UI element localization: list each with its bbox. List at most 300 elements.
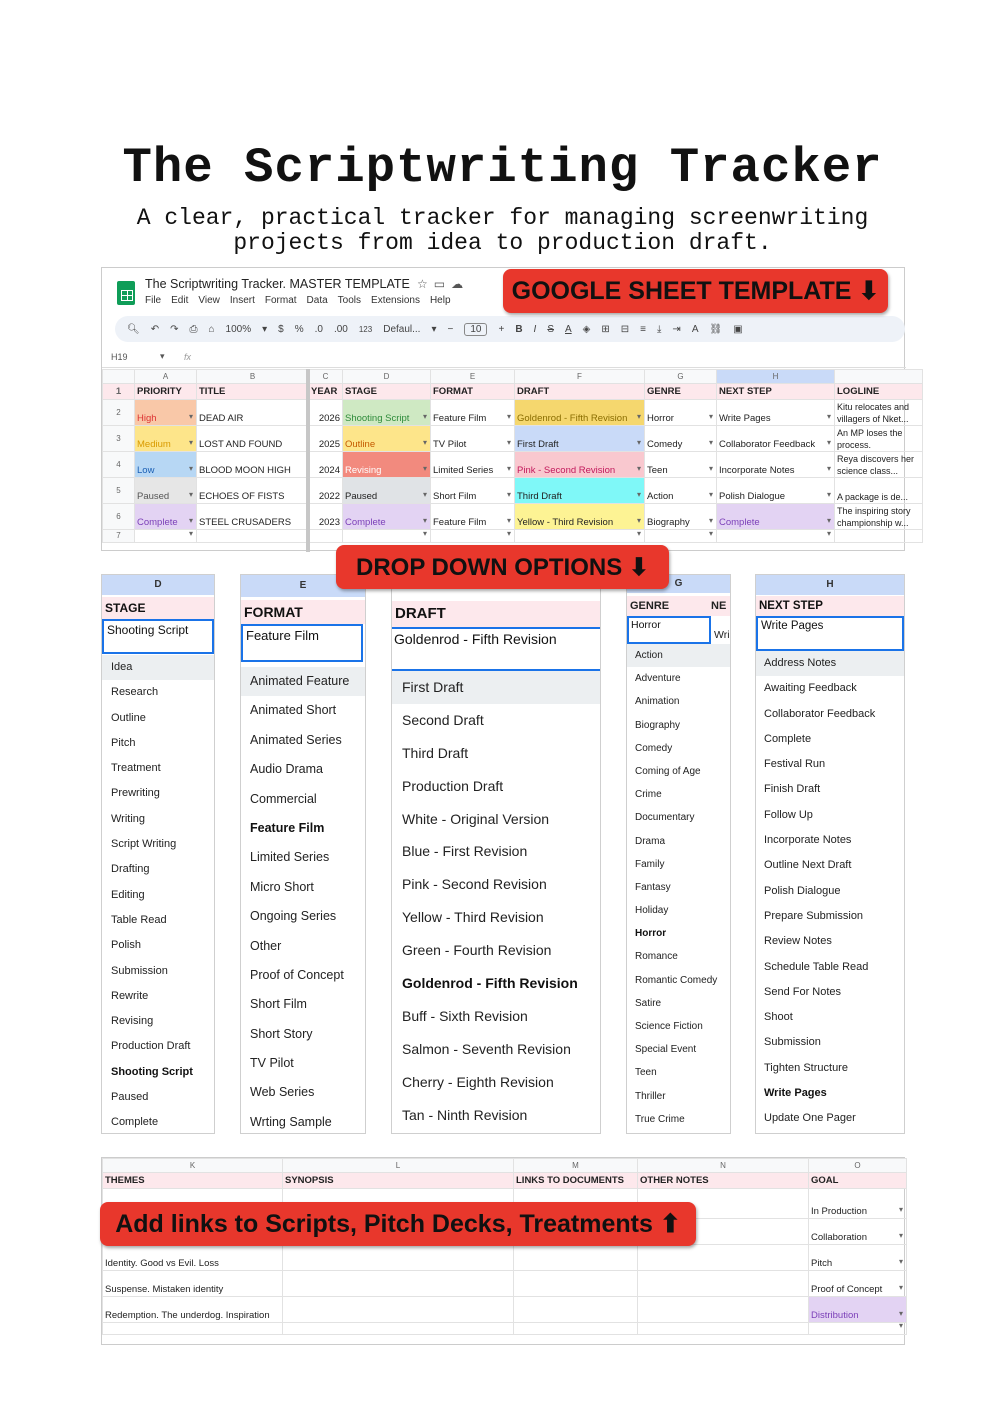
plus-icon[interactable]: +: [498, 323, 505, 335]
list-item[interactable]: Short Story: [250, 1026, 313, 1041]
decrease-decimal-button[interactable]: .0: [314, 323, 323, 335]
list-item[interactable]: Rewrite: [111, 989, 149, 1002]
menu-format[interactable]: Format: [264, 295, 297, 306]
list-item[interactable]: Prepare Submission: [764, 909, 864, 922]
table-row: [103, 1245, 907, 1271]
logline-cell[interactable]: A package is de...: [835, 478, 923, 504]
header-themes[interactable]: THEMES: [103, 1173, 283, 1189]
chevron-down-icon[interactable]: ▾: [160, 351, 165, 361]
next-step-cell[interactable]: Polish Dialogue ▾: [717, 478, 835, 504]
draft-dropdown-panel: [391, 578, 601, 1134]
list-item[interactable]: Tighten Structure: [764, 1061, 848, 1074]
notes-cell[interactable]: [638, 1297, 809, 1323]
list-item[interactable]: Fantasy: [635, 881, 671, 893]
header-links[interactable]: LINKS TO DOCUMENTS: [514, 1173, 638, 1189]
format-cell[interactable]: TV Pilot ▾: [431, 426, 515, 452]
font-size-input[interactable]: 10: [464, 323, 487, 336]
list-item[interactable]: Romantic Comedy: [635, 974, 718, 986]
list-item[interactable]: Thriller: [635, 1090, 666, 1102]
col-letter-a[interactable]: A: [135, 370, 197, 384]
column-letter-row: [103, 1159, 907, 1173]
col-letter-o[interactable]: O: [809, 1159, 907, 1173]
list-item[interactable]: Limited Series: [250, 850, 330, 865]
list-item[interactable]: Complete: [111, 1116, 159, 1129]
themes-cell[interactable]: Redemption. The underdog. Inspiration: [103, 1297, 283, 1323]
row-number[interactable]: 6: [103, 504, 135, 530]
synopsis-cell[interactable]: [283, 1297, 514, 1323]
list-item[interactable]: Ongoing Series: [250, 909, 337, 924]
list-item[interactable]: Polish Dialogue: [764, 884, 841, 897]
col-letter-m[interactable]: M: [514, 1159, 638, 1173]
notes-cell[interactable]: [638, 1323, 809, 1335]
title-icons: [417, 277, 469, 291]
list-item[interactable]: Follow Up: [764, 808, 813, 821]
genre-col-letter: G: [627, 575, 730, 593]
next-step-cell[interactable]: Collaborator Feedback ▾: [717, 426, 835, 452]
list-item[interactable]: Third Draft: [402, 744, 469, 761]
redo-icon[interactable]: ↷: [170, 323, 179, 335]
increase-decimal-button[interactable]: .00: [333, 323, 348, 335]
zoom-select[interactable]: 100%: [225, 323, 252, 335]
page-subtitle: [0, 206, 1005, 256]
stage-col-letter: D: [102, 575, 214, 595]
list-item[interactable]: Short Film: [250, 997, 307, 1012]
list-item[interactable]: Revising: [111, 1015, 154, 1028]
draft-cell[interactable]: Goldenrod - Fifth Revision ▾: [515, 400, 645, 426]
row-number[interactable]: 7: [103, 530, 135, 543]
title-cell[interactable]: DEAD AIR: [197, 400, 309, 426]
list-item[interactable]: Second Draft: [402, 711, 484, 728]
draft-cell[interactable]: Pink - Second Revision ▾: [515, 452, 645, 478]
themes-cell[interactable]: Identity. Good vs Evil. Loss: [103, 1245, 283, 1271]
table-row: [103, 1323, 907, 1335]
undo-icon[interactable]: ↶: [150, 323, 160, 335]
percent-button[interactable]: %: [294, 323, 304, 335]
logline-cell[interactable]: [835, 530, 923, 543]
list-item[interactable]: Awaiting Feedback: [764, 682, 857, 695]
year-cell[interactable]: 2026: [309, 400, 343, 426]
format-cell[interactable]: Feature Film ▾: [431, 400, 515, 426]
next-step-label: NEXT STEP: [756, 596, 904, 616]
links-callout: Add links to Scripts, Pitch Decks, Treatments ⬆: [100, 1202, 696, 1246]
list-item[interactable]: Web Series: [250, 1085, 315, 1100]
minus-icon[interactable]: −: [447, 323, 454, 335]
menu-edit[interactable]: Edit: [171, 295, 189, 306]
list-item[interactable]: Editing: [111, 888, 145, 901]
goal-cell[interactable]: Distribution ▾: [809, 1297, 907, 1323]
synopsis-cell[interactable]: [283, 1323, 514, 1335]
goal-cell[interactable]: Pitch ▾: [809, 1245, 907, 1271]
stage-cell[interactable]: Shooting Script ▾: [343, 400, 431, 426]
format-col-letter: E: [241, 575, 365, 597]
list-item[interactable]: Research: [111, 686, 159, 699]
star-icon[interactable]: ☆: [417, 277, 434, 291]
header-synopsis[interactable]: SYNOPSIS: [283, 1173, 514, 1189]
stage-dropdown-panel: [101, 574, 215, 1134]
draft-label: DRAFT: [392, 601, 600, 627]
formula-bar: [102, 348, 906, 368]
next-step-cell[interactable]: Write Pages ▾: [717, 400, 835, 426]
themes-cell[interactable]: [103, 1323, 283, 1335]
year-cell[interactable]: [309, 530, 343, 543]
currency-button[interactable]: $: [278, 323, 284, 335]
stage-cell[interactable]: [343, 530, 431, 543]
list-item[interactable]: Write Pages: [764, 1087, 827, 1100]
list-item[interactable]: Pitch: [111, 736, 136, 749]
links-cell[interactable]: [514, 1271, 638, 1297]
priority-cell[interactable]: [135, 530, 197, 543]
comment-icon[interactable]: ▣: [733, 323, 743, 335]
priority-cell[interactable]: Complete ▾: [135, 504, 197, 530]
next-step-peek: Wri: [714, 629, 730, 641]
header-draft[interactable]: DRAFT: [515, 384, 645, 400]
header-other-notes[interactable]: OTHER NOTES: [638, 1173, 809, 1189]
priority-cell[interactable]: Medium ▾: [135, 426, 197, 452]
list-item[interactable]: True Crime: [635, 1113, 685, 1125]
stage-cell[interactable]: Complete ▾: [343, 504, 431, 530]
draft-options: [392, 671, 600, 1131]
list-item[interactable]: Romance: [635, 951, 678, 963]
col-letter-c[interactable]: C: [309, 370, 343, 384]
corner-cell[interactable]: [103, 370, 135, 384]
format-cell[interactable]: Limited Series ▾: [431, 452, 515, 478]
list-item[interactable]: Adventure: [635, 673, 681, 685]
list-item[interactable]: Schedule Table Read: [764, 960, 869, 973]
subtitle-line-2: projects from idea to production draft.: [233, 230, 772, 256]
list-item[interactable]: Complete: [764, 732, 812, 745]
list-item[interactable]: Comedy: [635, 742, 673, 754]
cloud-icon[interactable]: ☁: [451, 277, 470, 291]
list-item[interactable]: Salmon - Seventh Revision: [402, 1040, 571, 1057]
list-item[interactable]: Satire: [635, 997, 662, 1009]
menu-data[interactable]: Data: [306, 295, 328, 306]
themes-cell[interactable]: Suspense. Mistaken identity: [103, 1271, 283, 1297]
list-item[interactable]: Shoot: [764, 1011, 793, 1024]
format-cell[interactable]: [431, 530, 515, 543]
format-cell[interactable]: Feature Film ▾: [431, 504, 515, 530]
list-item[interactable]: Animated Short: [250, 703, 337, 718]
list-item[interactable]: Science Fiction: [635, 1021, 703, 1032]
year-cell[interactable]: 2025: [309, 426, 343, 452]
next-step-cell[interactable]: Complete ▾: [717, 504, 835, 530]
genre-cell[interactable]: Horror ▾: [645, 400, 717, 426]
priority-cell[interactable]: Low ▾: [135, 452, 197, 478]
list-item[interactable]: Micro Short: [250, 879, 314, 894]
genre-input[interactable]: Horror: [627, 616, 711, 644]
list-item[interactable]: Review Notes: [764, 935, 832, 948]
stage-cell[interactable]: Outline ▾: [343, 426, 431, 452]
header-row: [103, 384, 923, 400]
stage-options: [102, 655, 214, 1136]
folder-icon[interactable]: ▭: [433, 277, 452, 291]
next-step-options: [756, 651, 904, 1132]
genre-label: GENRE: [630, 600, 670, 612]
menu-file[interactable]: File: [145, 295, 162, 306]
draft-cell[interactable]: First Draft ▾: [515, 426, 645, 452]
list-item[interactable]: Shooting Script: [111, 1065, 193, 1078]
format-options: [241, 667, 365, 1137]
table-row: [103, 1271, 907, 1297]
list-item[interactable]: Audio Drama: [250, 762, 323, 777]
document-title[interactable]: The Scriptwriting Tracker. MASTER TEMPLATE: [145, 277, 410, 291]
next-step-cell[interactable]: Incorporate Notes ▾: [717, 452, 835, 478]
col-letter-e[interactable]: E: [431, 370, 515, 384]
logline-cell[interactable]: An MP loses the process.: [835, 426, 923, 452]
list-item[interactable]: Special Event: [635, 1044, 697, 1056]
list-item[interactable]: Production Draft: [111, 1040, 191, 1053]
title-cell[interactable]: LOST AND FOUND: [197, 426, 309, 452]
links-cell[interactable]: [514, 1297, 638, 1323]
toolbar: [115, 316, 905, 342]
links-cell[interactable]: [514, 1323, 638, 1335]
menu-extensions[interactable]: Extensions: [371, 295, 420, 306]
genre-cell[interactable]: Action ▾: [645, 478, 717, 504]
sheets-logo-icon: [117, 281, 135, 305]
year-cell[interactable]: 2024: [309, 452, 343, 478]
list-item[interactable]: Green - Fourth Revision: [402, 942, 552, 959]
table-row: [103, 426, 923, 452]
chevron-down-icon[interactable]: ▾: [262, 323, 268, 335]
table-row: [103, 478, 923, 504]
title-cell[interactable]: BLOOD MOON HIGH: [197, 452, 309, 478]
list-item[interactable]: Finish Draft: [764, 783, 821, 796]
fx-icon: fx: [184, 352, 192, 362]
list-item[interactable]: TV Pilot: [250, 1056, 294, 1071]
list-item[interactable]: Paused: [111, 1091, 149, 1104]
table-row: [103, 400, 923, 426]
strikethrough-icon[interactable]: S: [547, 323, 554, 335]
list-item[interactable]: Animated Feature: [241, 667, 365, 696]
notes-cell[interactable]: [638, 1271, 809, 1297]
list-item[interactable]: Action: [627, 644, 730, 667]
print-icon[interactable]: ⎙: [189, 323, 198, 335]
logline-cell[interactable]: Kitu relocates and villagers of Nket...: [835, 400, 923, 426]
name-box[interactable]: H19: [111, 352, 128, 362]
list-item[interactable]: Polish: [111, 939, 141, 952]
list-item[interactable]: Blue - First Revision: [402, 843, 528, 860]
col-letter-n[interactable]: N: [638, 1159, 809, 1173]
valign-icon[interactable]: ⤓: [657, 323, 662, 335]
row-number[interactable]: 2: [103, 400, 135, 426]
list-item[interactable]: Production Draft: [402, 777, 504, 794]
list-item[interactable]: Commercial: [250, 791, 317, 806]
search-icon[interactable]: 🔍︎: [127, 323, 140, 335]
notes-cell[interactable]: [638, 1245, 809, 1271]
row-number[interactable]: 4: [103, 452, 135, 478]
list-item[interactable]: Goldenrod - Fifth Revision: [402, 975, 578, 992]
list-item[interactable]: Crime: [635, 789, 662, 801]
list-item[interactable]: Treatment: [111, 762, 161, 775]
list-item[interactable]: Proof of Concept: [250, 967, 344, 982]
list-item[interactable]: Family: [635, 858, 665, 870]
header-stage[interactable]: STAGE: [343, 384, 431, 400]
list-item[interactable]: Writing: [111, 812, 146, 825]
list-item[interactable]: Animation: [635, 696, 680, 708]
stage-input[interactable]: Shooting Script: [102, 619, 214, 654]
synopsis-cell[interactable]: [283, 1245, 514, 1271]
list-item[interactable]: Drama: [635, 835, 666, 847]
fill-color-icon[interactable]: ◈: [582, 323, 591, 335]
col-letter-k[interactable]: K: [103, 1159, 283, 1173]
list-item[interactable]: Pink - Second Revision: [402, 876, 547, 893]
link-icon[interactable]: ⛓: [709, 323, 723, 335]
next-step-input[interactable]: Write Pages: [756, 616, 904, 651]
genre-options: [627, 644, 730, 1131]
subtitle-line-1: A clear, practical tracker for managing screenwriting: [136, 205, 869, 231]
draft-cell[interactable]: Yellow - Third Revision ▾: [515, 504, 645, 530]
merge-icon[interactable]: ⊟: [620, 323, 630, 335]
list-item[interactable]: Cherry - Eighth Revision: [402, 1073, 554, 1090]
header-title[interactable]: TITLE: [197, 384, 309, 400]
paint-format-icon[interactable]: ⌂: [208, 323, 215, 335]
menu-tools[interactable]: Tools: [337, 295, 362, 306]
goal-cell[interactable]: In Production ▾: [809, 1189, 907, 1219]
tracker-grid: [102, 369, 923, 543]
title-cell[interactable]: STEEL CRUSADERS: [197, 504, 309, 530]
italic-icon[interactable]: I: [533, 323, 537, 335]
list-item[interactable]: Horror: [635, 928, 667, 940]
list-item[interactable]: Documentary: [635, 812, 695, 824]
format-label: FORMAT: [241, 600, 365, 624]
table-row: [103, 504, 923, 530]
list-item[interactable]: Table Read: [111, 913, 167, 926]
goal-cell[interactable]: [809, 1323, 907, 1335]
year-cell[interactable]: 2022: [309, 478, 343, 504]
list-item[interactable]: Incorporate Notes: [764, 834, 852, 847]
genre-cell[interactable]: [645, 530, 717, 543]
title-cell[interactable]: [197, 530, 309, 543]
borders-icon[interactable]: ⊞: [601, 323, 610, 335]
header-next-step[interactable]: NEXT STEP: [717, 384, 835, 400]
list-item[interactable]: Other: [250, 938, 282, 953]
synopsis-cell[interactable]: [283, 1271, 514, 1297]
menu-help[interactable]: Help: [429, 295, 451, 306]
header-logline[interactable]: LOGLINE: [835, 384, 923, 400]
list-item[interactable]: Wrting Sample: [250, 1114, 332, 1129]
priority-cell[interactable]: High ▾: [135, 400, 197, 426]
table-row: [103, 1297, 907, 1323]
align-icon[interactable]: ≡: [640, 323, 646, 335]
format-dropdown-panel: [240, 574, 366, 1134]
header-format[interactable]: FORMAT: [431, 384, 515, 400]
genre-cell[interactable]: Teen ▾: [645, 452, 717, 478]
list-item[interactable]: Update One Pager: [764, 1112, 856, 1125]
list-item[interactable]: Prewriting: [111, 787, 160, 800]
list-item[interactable]: Outline: [111, 711, 146, 724]
col-letter-i[interactable]: [835, 370, 923, 384]
format-cell[interactable]: Short Film ▾: [431, 478, 515, 504]
list-item[interactable]: Coming of Age: [635, 765, 701, 777]
year-cell[interactable]: 2023: [309, 504, 343, 530]
wrap-icon[interactable]: ⇥: [672, 323, 681, 335]
text-color-icon[interactable]: A: [565, 323, 572, 335]
col-letter-h[interactable]: H: [717, 370, 835, 384]
list-item[interactable]: Animated Series: [250, 732, 342, 747]
list-item[interactable]: Holiday: [635, 905, 669, 917]
list-item[interactable]: Festival Run: [764, 758, 826, 771]
draft-input[interactable]: Goldenrod - Fifth Revision: [392, 627, 600, 671]
list-item[interactable]: Drafting: [111, 863, 150, 876]
stage-cell[interactable]: Revising ▾: [343, 452, 431, 478]
header-row: [103, 1173, 907, 1189]
title-cell[interactable]: ECHOES OF FISTS: [197, 478, 309, 504]
stage-cell[interactable]: Paused ▾: [343, 478, 431, 504]
list-item[interactable]: Idea: [102, 655, 214, 680]
table-row: [103, 452, 923, 478]
col-letter-d[interactable]: D: [343, 370, 431, 384]
header-priority[interactable]: PRIORITY: [135, 384, 197, 400]
goal-cell[interactable]: Proof of Concept ▾: [809, 1271, 907, 1297]
col-letter-g[interactable]: G: [645, 370, 717, 384]
page-title: The Scriptwriting Tracker: [122, 140, 883, 196]
list-item[interactable]: Biography: [635, 719, 681, 731]
row-number[interactable]: 1: [103, 384, 135, 400]
priority-cell[interactable]: Paused ▾: [135, 478, 197, 504]
draft-cell[interactable]: [515, 530, 645, 543]
draft-cell[interactable]: Third Draft ▾: [515, 478, 645, 504]
goal-cell[interactable]: Collaboration ▾: [809, 1219, 907, 1245]
list-item[interactable]: First Draft: [392, 671, 600, 704]
column-letter-row: [103, 370, 923, 384]
header-genre[interactable]: GENRE: [645, 384, 717, 400]
next-step-label-peek: NE: [711, 600, 727, 612]
chevron-down-icon[interactable]: ▾: [431, 323, 437, 335]
list-item[interactable]: White - Original Version: [402, 810, 550, 827]
menu-view[interactable]: View: [198, 295, 220, 306]
list-item[interactable]: Outline Next Draft: [764, 859, 852, 872]
logline-cell[interactable]: Reya discovers her science class...: [835, 452, 923, 478]
list-item[interactable]: Submission: [111, 964, 168, 977]
rotate-icon[interactable]: A: [691, 323, 699, 335]
list-item[interactable]: Submission: [764, 1036, 821, 1049]
row-number[interactable]: 3: [103, 426, 135, 452]
font-select[interactable]: Defaul...: [383, 323, 421, 335]
bottom-grid: [102, 1158, 907, 1335]
list-item[interactable]: Buff - Sixth Revision: [402, 1007, 528, 1024]
col-letter-f[interactable]: F: [515, 370, 645, 384]
bottom-sheet: [101, 1157, 905, 1345]
row-number[interactable]: 5: [103, 478, 135, 504]
links-cell[interactable]: [514, 1245, 638, 1271]
format-input[interactable]: Feature Film: [241, 624, 363, 662]
next-step-dropdown-panel: [755, 574, 905, 1134]
frozen-divider[interactable]: [306, 369, 310, 552]
list-item[interactable]: Teen: [635, 1067, 657, 1079]
col-letter-b[interactable]: B: [197, 370, 309, 384]
stage-label: STAGE: [102, 597, 214, 619]
header-year[interactable]: YEAR: [309, 384, 343, 400]
list-item[interactable]: Collaborator Feedback: [764, 707, 876, 720]
genre-dropdown-panel: [626, 574, 731, 1134]
list-item[interactable]: Send For Notes: [764, 985, 842, 998]
list-item[interactable]: Yellow - Third Revision: [402, 909, 544, 926]
number-format-button[interactable]: 123: [358, 324, 373, 334]
bold-icon[interactable]: B: [515, 323, 523, 335]
next-step-cell[interactable]: [717, 530, 835, 543]
col-letter-l[interactable]: L: [283, 1159, 514, 1173]
logline-cell[interactable]: The inspiring story championship w...: [835, 504, 923, 530]
genre-cell[interactable]: Biography ▾: [645, 504, 717, 530]
list-item[interactable]: Feature Film: [250, 820, 325, 835]
list-item[interactable]: Script Writing: [111, 838, 177, 851]
list-item[interactable]: Address Notes: [756, 651, 904, 676]
list-item[interactable]: Tan - Ninth Revision: [402, 1106, 528, 1123]
header-goal[interactable]: GOAL: [809, 1173, 907, 1189]
dropdown-callout: DROP DOWN OPTIONS ⬇: [336, 545, 669, 589]
menu-insert[interactable]: Insert: [229, 295, 255, 306]
genre-cell[interactable]: Comedy ▾: [645, 426, 717, 452]
menu-bar: [145, 295, 451, 306]
